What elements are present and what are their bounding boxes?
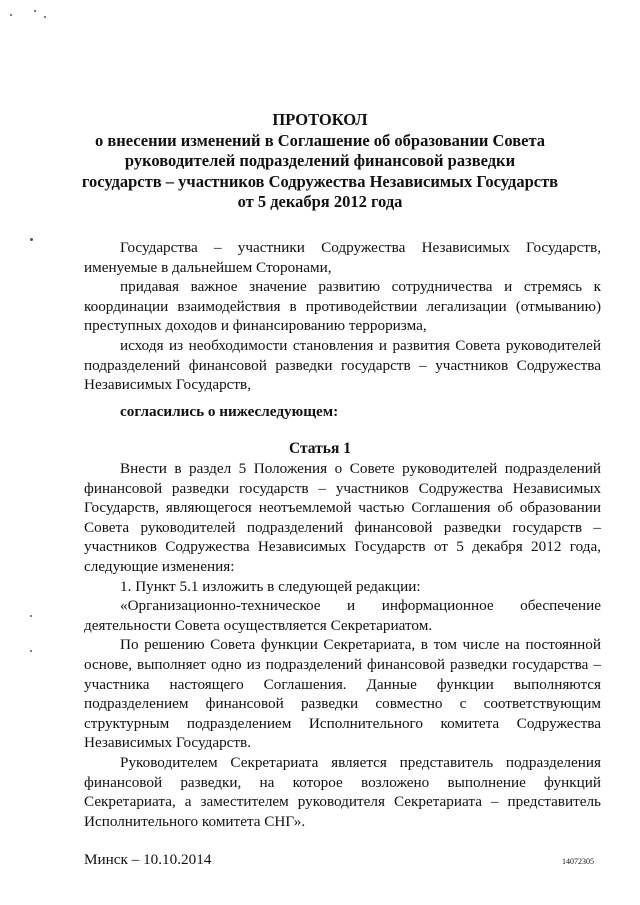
preamble xyxy=(84,238,601,395)
article-paragraph: Руководителем Секретариата является представитель подразделения финансовой разведки, на которое возложено выполнение функций Секретариата, а заместителем руководителя Секретариата – представитель Исполнительного комитета СНГ». xyxy=(84,753,601,830)
title-line: государств – участников Содружества Независимых Государств xyxy=(81,171,559,191)
agreed-heading: согласились о нижеследующем: xyxy=(120,403,339,420)
scan-speck xyxy=(44,16,46,18)
article-heading: Статья 1 xyxy=(289,440,351,457)
title-protocol: ПРОТОКОЛ xyxy=(272,110,368,129)
document-number: 14072305 xyxy=(562,857,594,866)
scan-speck xyxy=(10,14,12,16)
title-line: о внесении изменений в Соглашение об образовании Совета xyxy=(94,130,546,150)
title-line: руководителей подразделений финансовой разведки xyxy=(124,151,516,170)
scan-speck xyxy=(30,615,32,617)
preamble-paragraph: Государства – участники Содружества Независимых Государств, именуемые в дальнейшем Сторонами, xyxy=(84,239,601,276)
article-paragraph: По решению Совета функции Секретариата, в том числе на постоянной основе, выполняет одно из подразделений финансовой разведки государства – участника настоящего Соглашения. Данные функции выполняются подразделением финансовой разведки совместно с соответствующим структурным подразделением Исполнительного комитета Содружества Независимых Государств. xyxy=(84,636,601,752)
scan-speck xyxy=(30,650,32,652)
document-title xyxy=(0,110,640,213)
preamble-paragraph: исходя из необходимости становления и развития Совета руководителей подразделений финансовой разведки государств – участников Содружества Независимых Государств, xyxy=(84,336,601,394)
scan-speck xyxy=(30,238,33,241)
article-paragraph: «Организационно-техническое и информационное обеспечение деятельности Совета осуществляется Секретариатом. xyxy=(84,597,601,634)
article-1-body xyxy=(84,459,601,831)
article-paragraph: Внести в раздел 5 Положения о Совете руководителей подразделений финансовой разведки государств – участников Содружества Независимых Государств, являющегося неотъемлемой частью Соглашения об образовании Совета руководителей подразделений финансовой разведки государств – участников Содружества Независимых Государств от 5 декабря 2012 года, следующие изменения: xyxy=(84,460,601,575)
article-paragraph: 1. Пункт 5.1 изложить в следующей редакции: xyxy=(120,577,421,595)
scan-speck xyxy=(34,10,36,12)
preamble-paragraph: придавая важное значение развитию сотрудничества и стремясь к координации взаимодействия в противодействии легализации (отмыванию) преступных доходов и финансированию терроризма, xyxy=(84,278,601,335)
title-date: от 5 декабря 2012 года xyxy=(237,192,403,211)
place-date: Минск – 10.10.2014 xyxy=(84,851,212,868)
